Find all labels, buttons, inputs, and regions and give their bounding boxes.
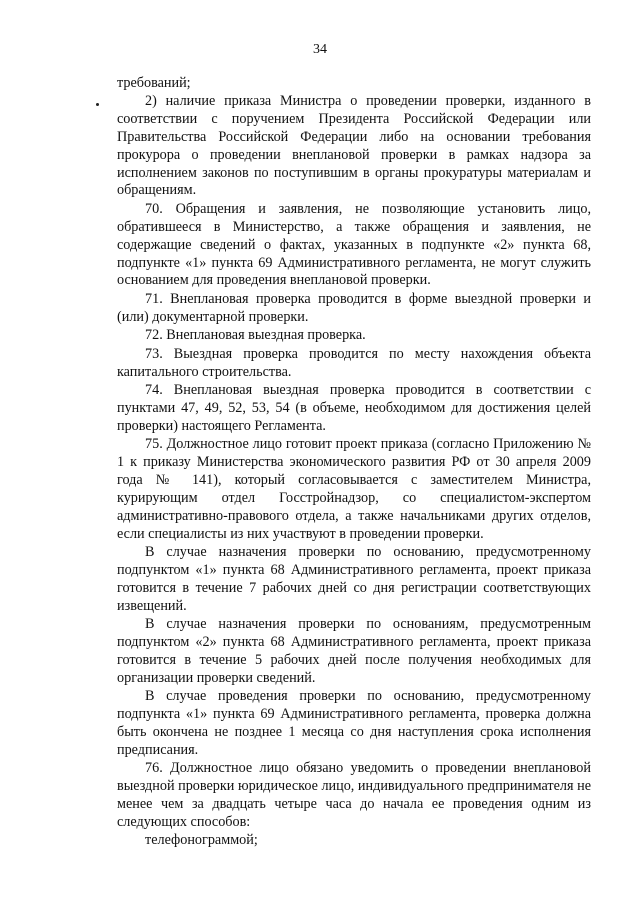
paragraph-76-method-1: телефонограммой; — [145, 832, 258, 849]
paragraph-75: 75. Должностное лицо готовит проект приказа (согласно Приложению № 1 к приказу Министерства экономического развития РФ от 30 апреля 2009 года № 141), который согласовывается с заместителем Министра, курирующим отдел Госстройнадзор, со специалистом-экспертом административно-правового отдела, а также начальниками других отделов, если специалисты из них участвуют в проведении проверки. — [117, 436, 591, 542]
paragraph-70: 70. Обращения и заявления, не позволяющие установить лицо, обратившееся в Министерство, а также обращения и заявления, не содержащие сведений о фактах, указанных в подпункте «2» пункта 68, подпункте «1» пункта 69 Административного регламента, не могут служить основанием для проведения внеплановой проверки. — [117, 200, 591, 289]
paragraph-73: 73. Выездная проверка проводится по месту нахождения объекта капитального строительства. — [117, 345, 591, 380]
paragraph-75-case-3: В случае проведения проверки по основанию, предусмотренному подпункта «1» пункта 69 Административного регламента, проверка должна быть окончена не позднее 1 месяца со дня наступления срока исполнения предписания. — [117, 688, 591, 759]
page-number: 34 — [313, 42, 327, 57]
paragraph-75-case-2: В случае назначения проверки по основаниям, предусмотренным подпунктом «2» пункта 68 Административного регламента, проект приказа готовится в течение 5 рабочих дней после получения необходимых для организации проверки сведений. — [117, 616, 591, 686]
paragraph-75-case-1: В случае назначения проверки по основанию, предусмотренному подпунктом «1» пункта 68 Административного регламента, проект приказа готовится в течение 7 рабочих дней со дня регистрации соответствующих извещений. — [117, 544, 591, 614]
paragraph-71: 71. Внеплановая проверка проводится в форме выездной проверки и (или) документарной проверки. — [117, 290, 591, 325]
paragraph-item-2: 2) наличие приказа Министра о проведении проверки, изданного в соответствии с поручением Президента Российской Федерации или Правительства Российской Федерации либо на основании требования прокурора о проведении внеплановой проверки в рамках надзора за исполнением законов по поступившим в органы прокуратуры материалам и обращениям. — [117, 92, 591, 199]
paragraph-continuation: требований; — [117, 75, 191, 91]
scan-speck — [96, 103, 99, 106]
paragraph-74: 74. Внеплановая выездная проверка проводится в соответствии с пунктами 47, 49, 52, 53, 54 (в объеме, необходимом для достижения целей проверки) настоящего Регламента. — [117, 381, 591, 434]
document-body — [117, 75, 591, 850]
paragraph-76: 76. Должностное лицо обязано уведомить о проведении внеплановой выездной проверки юридическое лицо, индивидуального предпринимателя не менее чем за двадцать четыре часа до начала ее проведения одним из следующих способов: — [117, 760, 591, 831]
paragraph-72: 72. Внеплановая выездная проверка. — [145, 327, 366, 344]
